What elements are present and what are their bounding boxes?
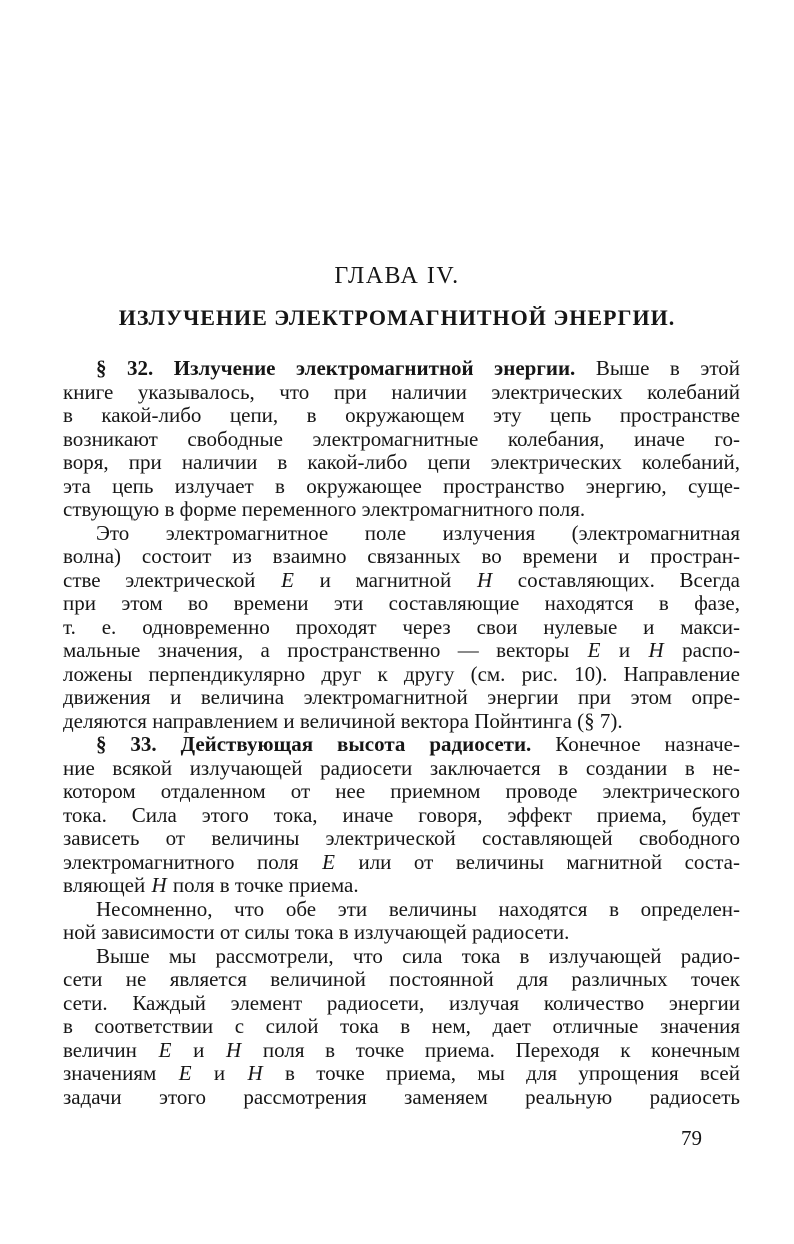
text-line: мальные значения, а пространственно — векторы E и H распо-: [63, 638, 740, 662]
text-line: электромагнитного поля E или от величины магнитной соста-: [63, 849, 740, 874]
chapter-label: ГЛАВА IV.: [334, 263, 460, 289]
math-variable: E: [322, 849, 335, 874]
paragraph: [63, 522, 740, 734]
chapter-title: ИЗЛУЧЕНИЕ ЭЛЕКТРОМАГНИТНОЙ ЭНЕРГИИ.: [118, 305, 676, 330]
text-line: тока. Сила этого тока, иначе говоря, эффект приема, будет: [63, 802, 740, 827]
paragraph: [63, 898, 740, 945]
paragraph: [63, 357, 740, 522]
text-line: при этом во времени эти составляющие находятся в фазе,: [63, 591, 740, 615]
text-line: Это электромагнитное поле излучения (электромагнитная: [96, 520, 740, 545]
text-line: ствующую в форме переменного электромагнитного поля.: [63, 497, 586, 521]
math-variable: E: [587, 638, 601, 662]
text-line: зависеть от величины электрической составляющей свободного: [63, 826, 740, 850]
text-line: ние всякой излучающей радиосети заключается в создании в не-: [63, 755, 740, 780]
text-line: деляются направлением и величиной вектора Пойнтинга (§ 7).: [63, 708, 623, 733]
text-line: в соответствии с силой тока в нем, дает отличные значения: [63, 1014, 740, 1038]
text-line: Несомненно, что обе эти величины находятся в определен-: [96, 896, 740, 921]
text-line: книге указывалось, что при наличии электрических колебаний: [63, 379, 740, 404]
text-line: сети не является величиной постоянной для различных точек: [63, 967, 740, 991]
math-variable: E: [178, 1061, 192, 1085]
math-variable: H: [476, 567, 493, 592]
text-line: эта цепь излучает в окружающее пространство энергию, суще-: [63, 473, 740, 498]
text-line: ложены перпендикулярно друг к другу (см. рис. 10). Направление: [63, 661, 740, 686]
section-lead-in: § 32. Излучение электромагнитной энергии.: [96, 356, 576, 380]
text-line: в какой-либо цепи, в окружающем эту цепь пространстве: [63, 403, 740, 427]
math-variable: E: [281, 567, 294, 592]
text-line: ной зависимости от силы тока в излучающей радиосети.: [63, 920, 570, 944]
paragraph: [63, 945, 740, 1110]
text-line: величин E и H поля в точке приема. Переходя к конечным: [63, 1037, 740, 1062]
text-line: Выше мы рассмотрели, что сила тока в излучающей радио-: [96, 943, 740, 968]
math-variable: H: [648, 638, 664, 662]
text-line: движения и величина электромагнитной энергии при этом опре-: [63, 685, 740, 709]
text-line: § 32. Излучение электромагнитной энергии. Выше в этой: [96, 356, 740, 380]
page-number: 79: [681, 1126, 702, 1150]
math-variable: E: [158, 1037, 172, 1062]
paragraph: [63, 733, 740, 898]
text-line: волна) состоит из взаимно связанных во времени и простран-: [63, 544, 740, 568]
text-line: вляющей H поля в точке приема.: [63, 873, 359, 897]
text-line: котором отдаленном от нее приемном проводе электрического: [63, 779, 740, 803]
text-line: воря, при наличии в какой-либо цепи электрических колебаний,: [63, 450, 740, 474]
body-text-block: [63, 357, 740, 1109]
text-line: стве электрической E и магнитной H составляющих. Всегда: [63, 567, 740, 592]
math-variable: H: [226, 1037, 242, 1062]
section-lead-in: § 33. Действующая высота радиосети.: [96, 732, 532, 756]
text-line: т. е. одновременно проходят через свои нулевые и макси-: [63, 614, 740, 639]
text-line: значениям E и H в точке приема, мы для упрощения всей: [63, 1061, 740, 1085]
text-line: сети. Каждый элемент радиосети, излучая количество энергии: [63, 990, 740, 1015]
math-variable: H: [151, 873, 167, 897]
text-line: § 33. Действующая высота радиосети. Конечное назначе-: [96, 732, 740, 756]
text-line: возникают свободные электромагнитные колебания, иначе го-: [63, 426, 740, 451]
text-line: задачи этого рассмотрения заменяем реальную радиосеть: [63, 1084, 740, 1109]
math-variable: H: [247, 1061, 263, 1085]
